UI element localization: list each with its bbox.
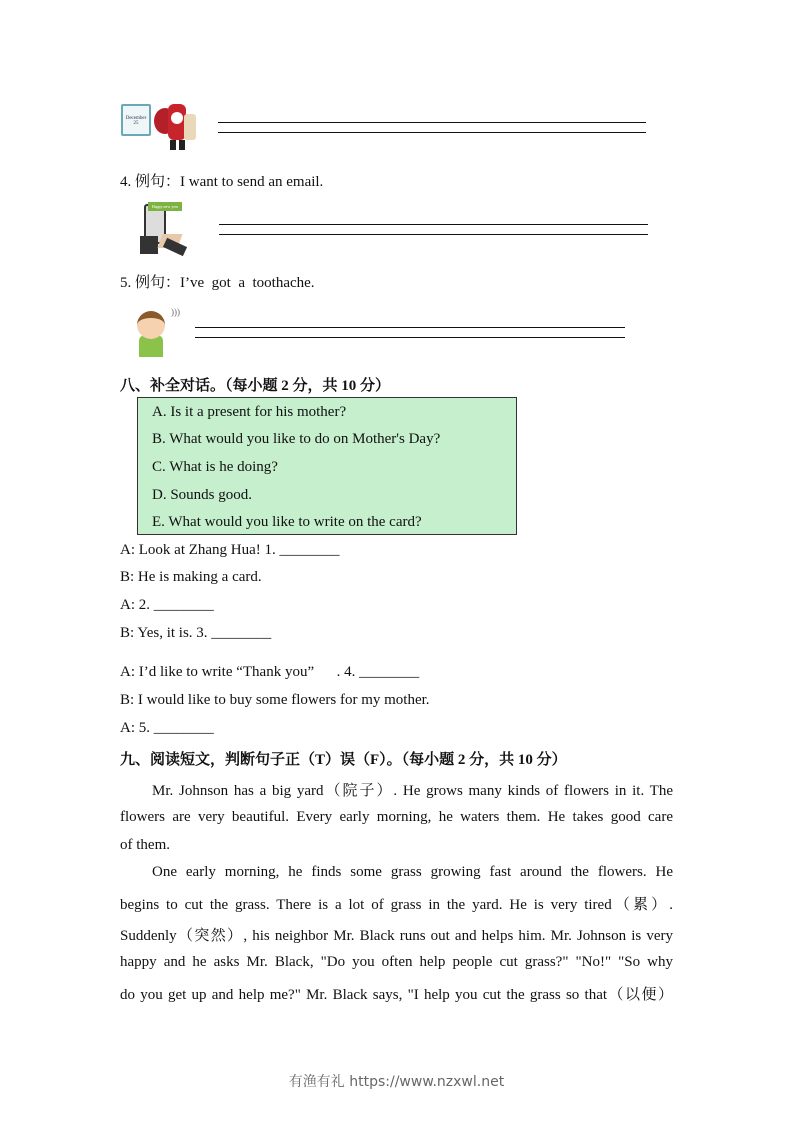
answer-line[interactable]: [195, 327, 625, 328]
christmas-picture: [120, 98, 210, 158]
passage-line: flowers are very beautiful. Every early morning, he waters them. He takes good care: [120, 809, 673, 825]
toothache-boy-picture: ))): [133, 305, 185, 357]
footer-watermark: 有渔有礼 https://www.nzxwl.net: [288, 1074, 505, 1090]
answer-line[interactable]: [218, 122, 646, 123]
dialogue-line: B: I would like to buy some flowers for my mother.: [120, 692, 430, 708]
answer-line[interactable]: [218, 132, 646, 133]
item-number: 5.: [120, 275, 132, 291]
item-number: 4.: [120, 174, 132, 190]
option-e: E. What would you like to write on the card?: [152, 514, 422, 530]
dialogue-line: B: He is making a card.: [120, 569, 262, 585]
answer-line[interactable]: [219, 224, 648, 225]
passage-line: Mr. Johnson has a big yard（院子）. He grows many kinds of flowers in it. The: [152, 783, 673, 799]
passage-line: Suddenly（突然）, his neighbor Mr. Black runs out and helps him. Mr. Johnson is very: [120, 928, 673, 944]
option-d: D. Sounds good.: [152, 487, 253, 503]
passage-line: do you get up and help me?" Mr. Black says, "I help you cut the grass so that（以便）: [120, 987, 673, 1003]
example-sentence: I’ve got a toothache.: [180, 275, 315, 291]
dialogue-line: B: Yes, it is. 3. ________: [120, 625, 272, 641]
section-9-title: 九、阅读短文，判断句子正（T）误（F）。（每小题 2 分，共 10 分）: [120, 752, 567, 768]
example-sentence: I want to send an email.: [180, 174, 324, 190]
passage-line: One early morning, he finds some grass growing fast around the flowers. He: [152, 864, 673, 880]
option-a: A. Is it a present for his mother?: [152, 404, 347, 420]
message-bubble: Happy new year: [148, 202, 182, 211]
passage-line: happy and he asks Mr. Black, "Do you often help people cut grass?" "No!" "So why: [120, 954, 673, 970]
item-5-prompt: [120, 271, 315, 292]
section-8-title: 八、补全对话。（每小题 2 分，共 10 分）: [120, 378, 391, 394]
phone-picture: [138, 200, 190, 254]
dialogue-line: A: 5. ________: [120, 720, 214, 736]
passage-line: of them.: [120, 837, 170, 853]
example-label: 例句：: [135, 275, 181, 291]
option-b: B. What would you like to do on Mother's Day?: [152, 431, 441, 447]
dialogue-line: A: Look at Zhang Hua! 1. ________: [120, 542, 340, 558]
item-4-prompt: [120, 170, 323, 191]
dialogue-line: A: I’d like to write “Thank you” . 4. ________: [120, 664, 420, 680]
dialogue-line: A: 2. ________: [120, 597, 214, 613]
passage-line: begins to cut the grass. There is a lot of grass in the yard. He is very tired（累）.: [120, 897, 673, 913]
option-c: C. What is he doing?: [152, 459, 278, 475]
example-label: 例句：: [135, 174, 181, 190]
calendar-icon: December 25: [121, 104, 151, 136]
santa-icon: [154, 100, 192, 154]
answer-line[interactable]: [195, 337, 625, 338]
answer-line[interactable]: [219, 234, 648, 235]
options-box: [137, 397, 517, 535]
